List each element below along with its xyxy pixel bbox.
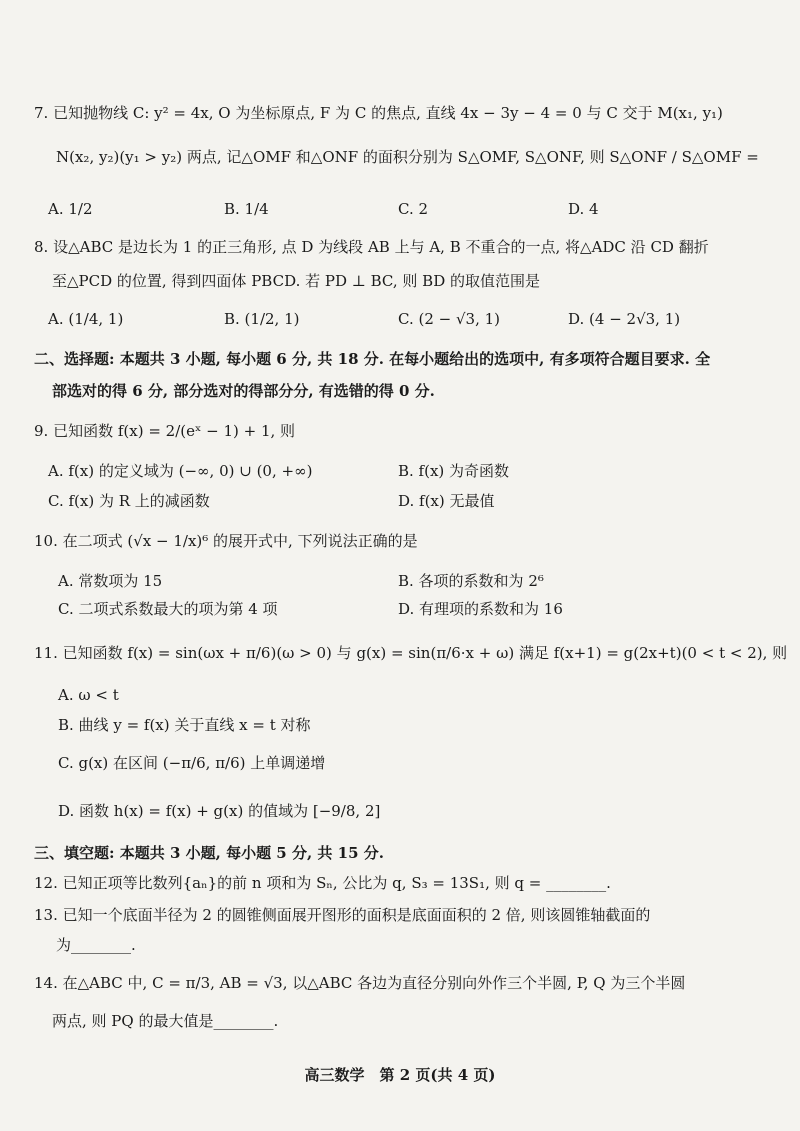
q10-option-a: A. 常数项为 15 [58,572,163,590]
section-3-heading: 三、填空题: 本题共 3 小题, 每小题 5 分, 共 15 分. [34,844,384,862]
q9-option-a: A. f(x) 的定义域为 (−∞, 0) ∪ (0, +∞) [48,462,313,480]
q12-stem: 12. 已知正项等比数列{aₙ}的前 n 项和为 Sₙ, 公比为 q, S₃ = 13S₁, 则 q = ________. [34,874,611,892]
q8-option-c: C. (2 − √3, 1) [398,310,501,328]
q7-option-a: A. 1/2 [48,200,93,218]
q8-option-d: D. (4 − 2√3, 1) [568,310,681,328]
q9-option-b: B. f(x) 为奇函数 [398,462,510,480]
q7-option-b: B. 1/4 [224,200,269,218]
q8-line-2: 至△PCD 的位置, 得到四面体 PBCD. 若 PD ⊥ BC, 则 BD 的取值范围是 [52,272,540,290]
q13-line-1: 13. 已知一个底面半径为 2 的圆锥侧面展开图形的面积是底面面积的 2 倍, 则该圆锥轴截面的 [34,906,651,924]
q14-line-1: 14. 在△ABC 中, C = π/3, AB = √3, 以△ABC 各边为直径分别向外作三个半圆, P, Q 为三个半圆 [34,974,686,992]
q10-stem: 10. 在二项式 (√x − 1/x)⁶ 的展开式中, 下列说法正确的是 [34,532,418,550]
q9-option-d: D. f(x) 无最值 [398,492,495,510]
section-2-heading-2: 部选对的得 6 分, 部分选对的得部分分, 有选错的得 0 分. [52,382,435,400]
q7-line-1: 7. 已知抛物线 C: y² = 4x, O 为坐标原点, F 为 C 的焦点, 直线 4x − 3y − 4 = 0 与 C 交于 M(x₁, y₁) [34,104,723,122]
section-2-heading-1: 二、选择题: 本题共 3 小题, 每小题 6 分, 共 18 分. 在每小题给出的选项中, 有多项符合题目要求. 全 [34,350,711,368]
q11-option-b: B. 曲线 y = f(x) 关于直线 x = t 对称 [58,716,311,734]
q13-line-2: 为________. [56,936,136,954]
q7-line-2: N(x₂, y₂)(y₁ > y₂) 两点, 记△OMF 和△ONF 的面积分别为 S△OMF, S△ONF, 则 S△ONF / S△OMF = [56,148,759,166]
q9-option-c: C. f(x) 为 R 上的减函数 [48,492,210,510]
q11-stem: 11. 已知函数 f(x) = sin(ωx + π/6)(ω > 0) 与 g(x) = sin(π/6·x + ω) 满足 f(x+1) = g(2x+t)(0 < t < 2), 则 [34,644,788,662]
q8-option-a: A. (1/4, 1) [48,310,124,328]
q10-option-c: C. 二项式系数最大的项为第 4 项 [58,600,278,618]
q7-option-c: C. 2 [398,200,429,218]
q8-line-1: 8. 设△ABC 是边长为 1 的正三角形, 点 D 为线段 AB 上与 A, B 不重合的一点, 将△ADC 沿 CD 翻折 [34,238,709,256]
q11-option-d: D. 函数 h(x) = f(x) + g(x) 的值域为 [−9/8, 2] [58,802,381,820]
q7-option-d: D. 4 [568,200,599,218]
q14-line-2: 两点, 则 PQ 的最大值是________. [52,1012,279,1030]
q9-stem: 9. 已知函数 f(x) = 2/(eˣ − 1) + 1, 则 [34,422,296,440]
q10-option-b: B. 各项的系数和为 2⁶ [398,572,544,590]
page-footer: 高三数学 第 2 页(共 4 页) [304,1066,496,1084]
q11-option-a: A. ω < t [58,686,119,704]
q10-option-d: D. 有理项的系数和为 16 [398,600,563,618]
q11-option-c: C. g(x) 在区间 (−π/6, π/6) 上单调递增 [58,754,326,772]
q8-option-b: B. (1/2, 1) [224,310,300,328]
